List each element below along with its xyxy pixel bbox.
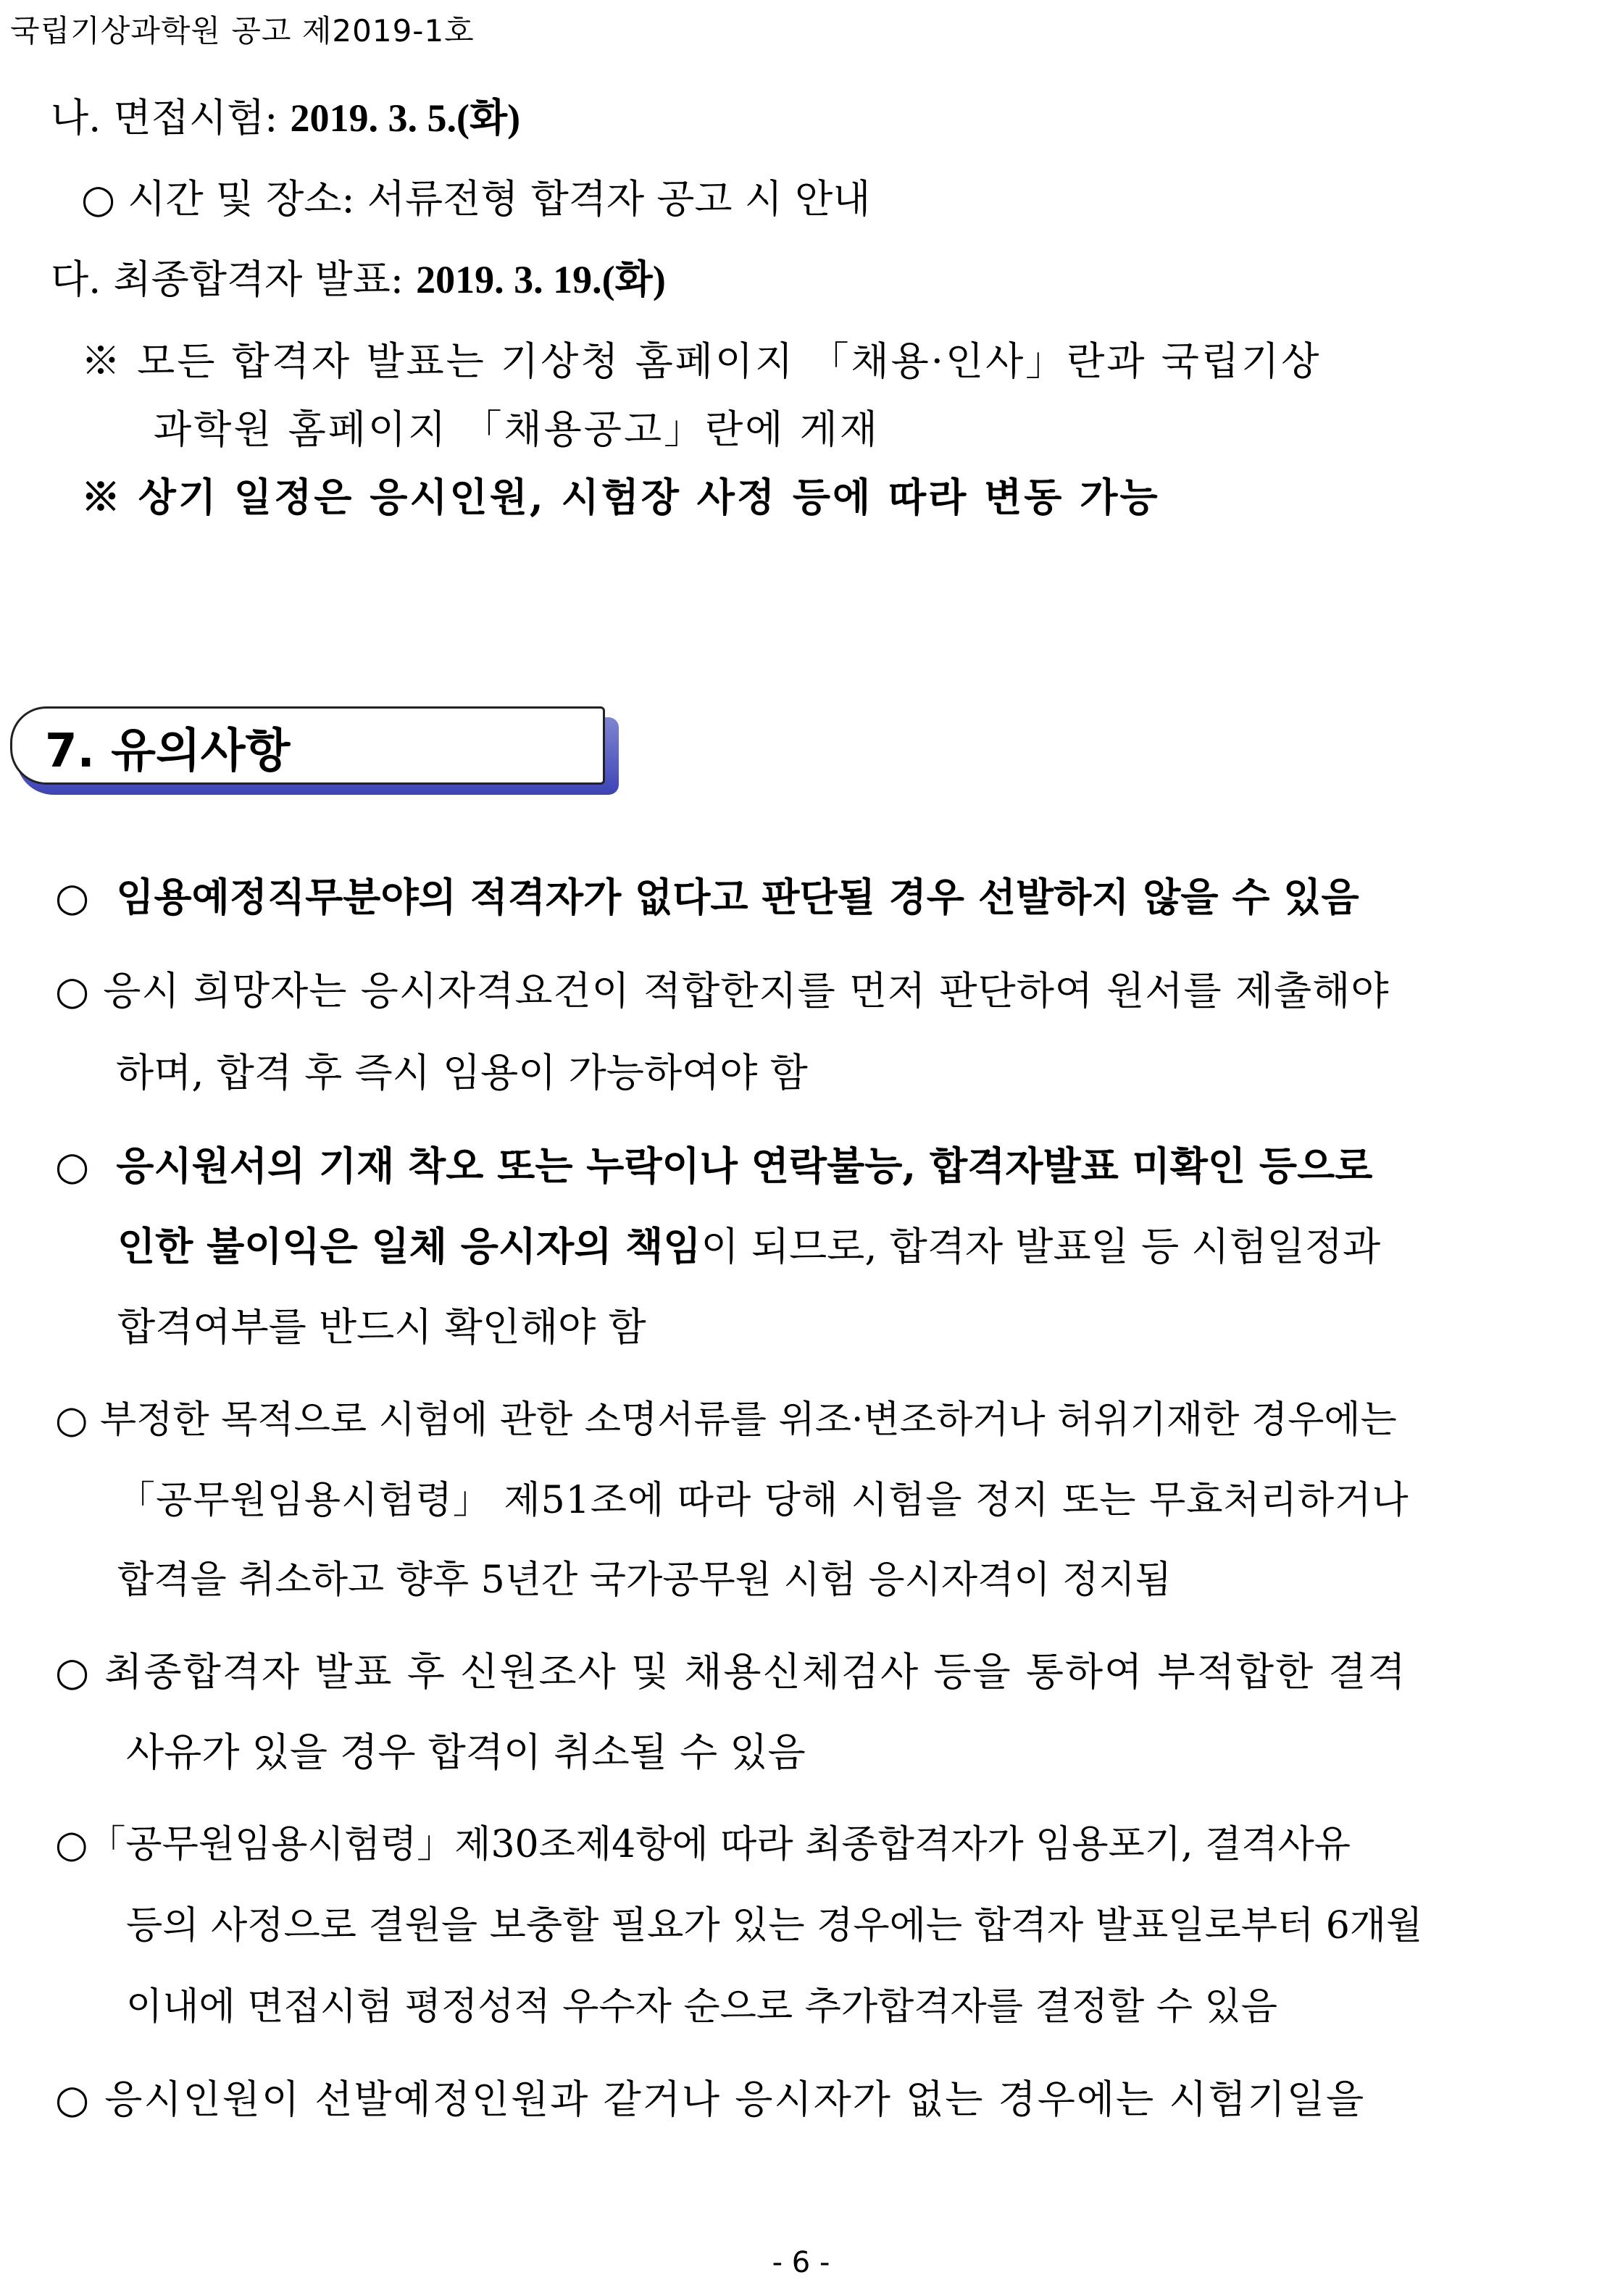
notice-item-6-line1: ○「공무원임용시험령」제30조제4항에 따라 최종합격자가 임용포기, 결격사유 — [55, 1823, 1351, 1866]
bullet-circle: ○ — [55, 874, 90, 920]
final-label: 다. 최종합격자 발표: — [51, 256, 417, 302]
interview-date: 2019. 3. 5.(화) — [290, 96, 521, 140]
interview-label: 나. 면접시험: — [51, 95, 291, 141]
notice-item-4-line1: ○ 부정한 목적으로 시험에 관한 소명서류를 위조·변조하거나 허위기재한 경우에는 — [55, 1398, 1397, 1442]
notice-item-3-line2-bold: 인한 불이익은 일체 응시자의 책임 — [117, 1223, 701, 1269]
notice-item-3-line3: 합격여부를 반드시 확인해야 함 — [117, 1304, 646, 1350]
page-number: - 6 - — [772, 2246, 830, 2279]
final-date: 2019. 3. 19.(화) — [416, 258, 666, 301]
notice-item-5-line2: 사유가 있을 경우 합격이 취소될 수 있음 — [126, 1729, 806, 1775]
document-header: 국립기상과학원 공고 제2019-1호 — [10, 13, 475, 49]
note-announcement-line2: 과학원 홈페이지 「채용공고」란에 게재 — [154, 406, 880, 452]
notice-item-6-line2: 등의 사정으로 결원을 보충할 필요가 있는 경우에는 합격자 발표일로부터 6개월 — [126, 1904, 1423, 1948]
interview-schedule — [51, 87, 520, 143]
notice-item-2-line2: 하며, 합격 후 즉시 임용이 가능하여야 함 — [116, 1050, 808, 1095]
interview-detail: ○ 시간 및 장소: 서류전형 합격자 공고 시 안내 — [81, 176, 871, 222]
notice-item-4-line2: 「공무원임용시험령」 제51조에 따라 당해 시험을 정지 또는 무효처리하거나 — [117, 1479, 1409, 1522]
notice-item-3-line2 — [117, 1216, 1380, 1272]
notice-item-3-line1 — [55, 1135, 1372, 1191]
notice-item-4-line3: 합격을 취소하고 향후 5년간 국가공무원 시험 응시자격이 정지됨 — [117, 1558, 1172, 1602]
notice-item-3-text-bold: 응시원서의 기재 착오 또는 누락이나 연락불능, 합격자발표 미확인 등으로 — [116, 1143, 1373, 1189]
note-announcement-line1: ※ 모든 합격자 발표는 기상청 홈페이지 「채용·인사」란과 국립기상 — [81, 338, 1322, 384]
final-schedule — [51, 249, 666, 304]
note-schedule-change: ※ 상기 일정은 응시인원, 시험장 사정 등에 따라 변동 가능 — [81, 474, 1160, 520]
notice-item-1 — [55, 867, 1359, 922]
notice-item-6-line3: 이내에 면접시험 평정성적 우수자 순으로 추가합격자를 결정할 수 있음 — [126, 1985, 1277, 2029]
notice-item-2-line1: ○ 응시 희망자는 응시자격요건이 적합한지를 먼저 판단하여 원서를 제출해야 — [55, 968, 1390, 1014]
notice-item-3-line2-rest: 이 되므로, 합격자 발표일 등 시험일정과 — [701, 1224, 1381, 1269]
bullet-circle: ○ — [55, 1143, 90, 1189]
notice-item-7-line1: ○ 응시인원이 선발예정인원과 같거나 응시자가 없는 경우에는 시험기일을 — [55, 2076, 1366, 2122]
section-title: 7. 유의사항 — [45, 725, 291, 778]
notice-item-1-text: 임용예정직무분야의 적격자가 없다고 판단될 경우 선발하지 않을 수 있음 — [116, 874, 1359, 920]
notice-item-5-line1: ○ 최종합격자 발표 후 신원조사 및 채용신체검사 등을 통하여 부적합한 결격 — [55, 1649, 1407, 1695]
